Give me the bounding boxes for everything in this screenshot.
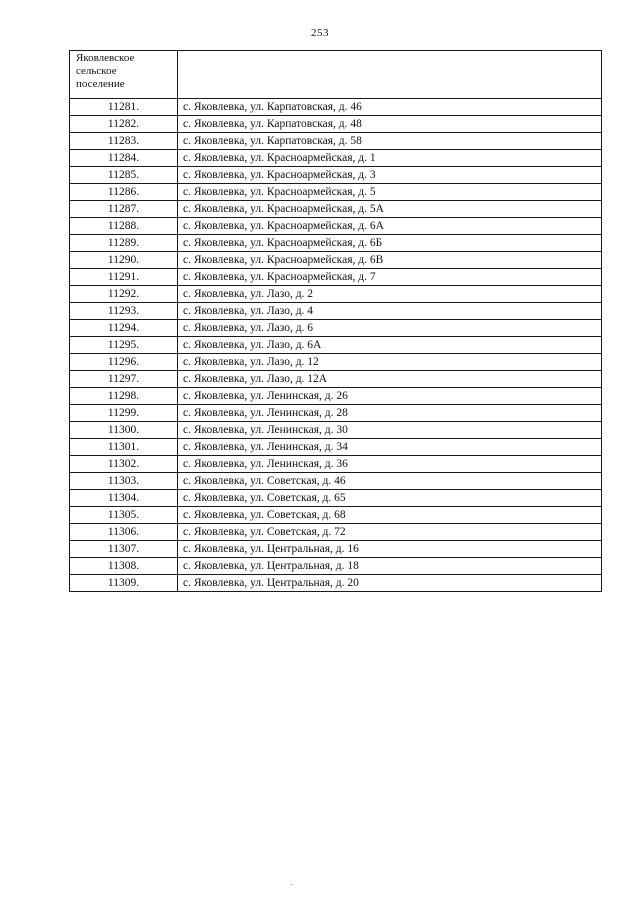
page-number: 253 [311, 27, 329, 39]
row-number: 11291. [70, 269, 178, 286]
row-number: 11305. [70, 507, 178, 524]
row-number: 11289. [70, 235, 178, 252]
row-number: 11301. [70, 439, 178, 456]
row-number: 11296. [70, 354, 178, 371]
section-header-row [70, 51, 602, 99]
row-number: 11283. [70, 133, 178, 150]
row-number: 11288. [70, 218, 178, 235]
row-number: 11285. [70, 167, 178, 184]
table-row [70, 405, 602, 422]
row-number: 11292. [70, 286, 178, 303]
row-address: с. Яковлевка, ул. Красноармейская, д. 6А [178, 218, 602, 235]
table-row [70, 354, 602, 371]
table-row [70, 150, 602, 167]
row-number: 11294. [70, 320, 178, 337]
row-address: с. Яковлевка, ул. Ленинская, д. 30 [178, 422, 602, 439]
row-number: 11300. [70, 422, 178, 439]
row-address: с. Яковлевка, ул. Лазо, д. 12 [178, 354, 602, 371]
table-row [70, 507, 602, 524]
row-number: 11290. [70, 252, 178, 269]
row-number: 11308. [70, 558, 178, 575]
table-row [70, 99, 602, 116]
section-value-cell [178, 51, 602, 99]
row-address: с. Яковлевка, ул. Карпатовская, д. 46 [178, 99, 602, 116]
row-address: с. Яковлевка, ул. Лазо, д. 4 [178, 303, 602, 320]
row-address: с. Яковлевка, ул. Карпатовская, д. 48 [178, 116, 602, 133]
table-row [70, 286, 602, 303]
row-number: 11298. [70, 388, 178, 405]
table-row [70, 371, 602, 388]
table-row [70, 201, 602, 218]
table-row [70, 133, 602, 150]
table-row [70, 473, 602, 490]
row-address: с. Яковлевка, ул. Ленинская, д. 34 [178, 439, 602, 456]
table-row [70, 116, 602, 133]
row-address: с. Яковлевка, ул. Советская, д. 68 [178, 507, 602, 524]
row-address: с. Яковлевка, ул. Ленинская, д. 28 [178, 405, 602, 422]
table-row [70, 558, 602, 575]
table-row [70, 422, 602, 439]
row-address: с. Яковлевка, ул. Советская, д. 46 [178, 473, 602, 490]
table-row [70, 303, 602, 320]
section-label-cell [70, 51, 178, 99]
table-row [70, 337, 602, 354]
row-number: 11287. [70, 201, 178, 218]
row-address: с. Яковлевка, ул. Лазо, д. 2 [178, 286, 602, 303]
row-number: 11303. [70, 473, 178, 490]
scan-speck [291, 884, 292, 885]
table-row [70, 575, 602, 592]
table-row [70, 269, 602, 286]
row-address: с. Яковлевка, ул. Ленинская, д. 26 [178, 388, 602, 405]
address-table-body [70, 51, 602, 592]
table-row [70, 235, 602, 252]
row-number: 11304. [70, 490, 178, 507]
table-row [70, 490, 602, 507]
table-row [70, 252, 602, 269]
row-address: с. Яковлевка, ул. Красноармейская, д. 3 [178, 167, 602, 184]
table-row [70, 218, 602, 235]
row-address: с. Яковлевка, ул. Красноармейская, д. 6Б [178, 235, 602, 252]
row-address: с. Яковлевка, ул. Красноармейская, д. 5 [178, 184, 602, 201]
row-number: 11297. [70, 371, 178, 388]
row-address: с. Яковлевка, ул. Красноармейская, д. 1 [178, 150, 602, 167]
row-address: с. Яковлевка, ул. Лазо, д. 6 [178, 320, 602, 337]
row-address: с. Яковлевка, ул. Лазо, д. 12А [178, 371, 602, 388]
row-number: 11293. [70, 303, 178, 320]
row-address: с. Яковлевка, ул. Центральная, д. 20 [178, 575, 602, 592]
row-number: 11299. [70, 405, 178, 422]
table-row [70, 388, 602, 405]
table-row [70, 524, 602, 541]
row-address: с. Яковлевка, ул. Ленинская, д. 36 [178, 456, 602, 473]
address-table [69, 50, 602, 592]
row-address: с. Яковлевка, ул. Лазо, д. 6А [178, 337, 602, 354]
table-row [70, 439, 602, 456]
row-number: 11306. [70, 524, 178, 541]
row-address: с. Яковлевка, ул. Советская, д. 65 [178, 490, 602, 507]
row-number: 11302. [70, 456, 178, 473]
row-number: 11281. [70, 99, 178, 116]
row-number: 11295. [70, 337, 178, 354]
row-number: 11307. [70, 541, 178, 558]
row-address: с. Яковлевка, ул. Красноармейская, д. 6В [178, 252, 602, 269]
row-address: с. Яковлевка, ул. Центральная, д. 16 [178, 541, 602, 558]
table-row [70, 184, 602, 201]
row-address: с. Яковлевка, ул. Центральная, д. 18 [178, 558, 602, 575]
row-number: 11282. [70, 116, 178, 133]
table-row [70, 541, 602, 558]
row-address: с. Яковлевка, ул. Красноармейская, д. 5А [178, 201, 602, 218]
row-number: 11309. [70, 575, 178, 592]
row-address: с. Яковлевка, ул. Советская, д. 72 [178, 524, 602, 541]
row-number: 11286. [70, 184, 178, 201]
table-row [70, 167, 602, 184]
row-address: с. Яковлевка, ул. Красноармейская, д. 7 [178, 269, 602, 286]
table-row [70, 456, 602, 473]
row-address: с. Яковлевка, ул. Карпатовская, д. 58 [178, 133, 602, 150]
row-number: 11284. [70, 150, 178, 167]
section-label: Яковлевское сельское поселение [76, 52, 135, 90]
table-row [70, 320, 602, 337]
